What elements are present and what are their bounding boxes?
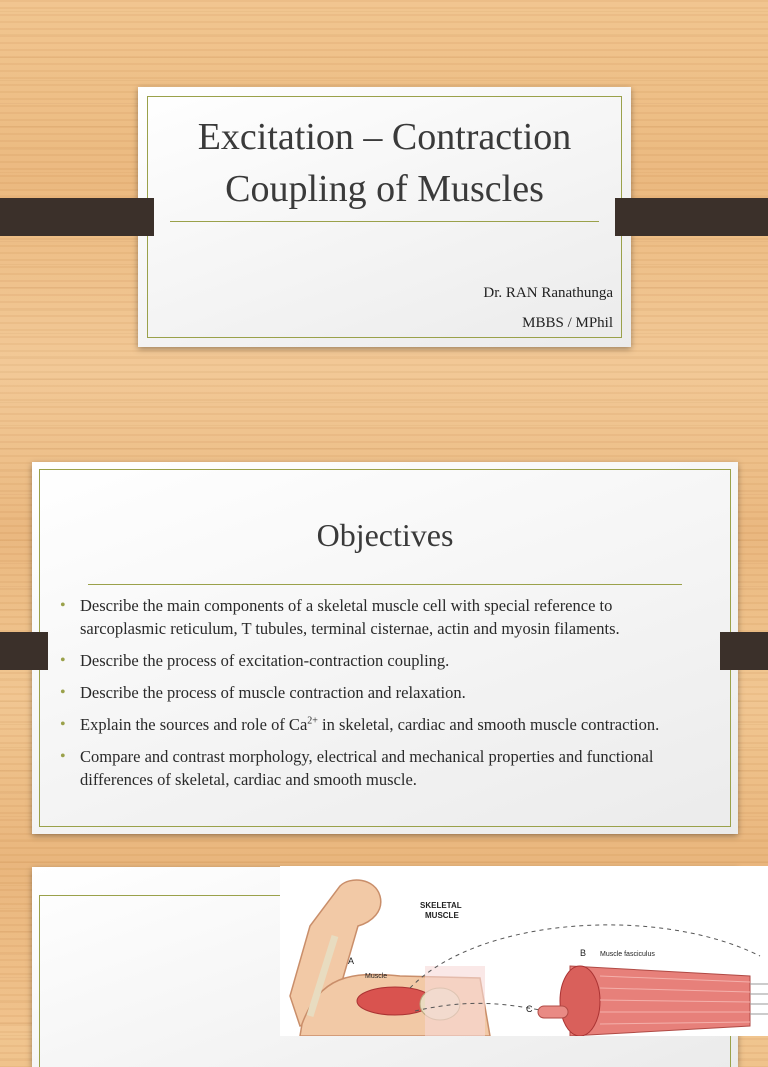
label-a: A	[348, 956, 355, 966]
skeletal-muscle-figure	[280, 866, 768, 1036]
list-item-text: Describe the process of muscle contraction and relaxation.	[80, 683, 466, 702]
list-item	[60, 681, 698, 704]
title-line-2: Coupling of Muscles	[225, 168, 544, 210]
list-item	[60, 745, 698, 791]
label-fasciculus: Muscle fasciculus	[600, 951, 655, 958]
muscle-diagram	[280, 866, 768, 1036]
list-item	[60, 713, 698, 736]
bullet-icon: •	[60, 597, 66, 614]
title-line-1: Excitation – Contraction	[197, 116, 572, 158]
slide2-left-tab	[0, 632, 48, 670]
author-degree: MBBS / MPhil	[522, 315, 613, 331]
slide-title: Objectives	[316, 517, 454, 553]
list-item-text-cont: in skeletal, cardiac and smooth muscle contraction.	[317, 715, 660, 734]
highlight-box	[425, 966, 485, 1036]
list-item-text: Describe the process of excitation-contraction coupling.	[80, 651, 450, 670]
slide-title	[158, 111, 611, 215]
label-muscle: Muscle	[365, 973, 388, 980]
bullet-icon: •	[60, 652, 66, 669]
objectives-slide[interactable]	[32, 462, 738, 834]
author-name: Dr. RAN Ranathunga	[483, 285, 613, 301]
objectives-list	[60, 594, 698, 800]
title-divider	[88, 584, 682, 585]
figure-heading-2: MUSCLE	[425, 911, 459, 920]
list-item-text: Compare and contrast morphology, electrical and mechanical properties and functional differences of skeletal, cardiac and smooth muscle.	[80, 747, 654, 789]
fiber-ends	[750, 984, 768, 1014]
slide1-left-tab-front	[0, 198, 154, 236]
list-item	[60, 649, 698, 672]
label-c: C	[526, 1004, 533, 1014]
bullet-icon: •	[60, 716, 66, 733]
bullet-icon: •	[60, 748, 66, 765]
list-item-text: Explain the sources and role of Ca	[80, 715, 308, 734]
title-divider	[170, 221, 599, 222]
slide1-right-tab-front	[615, 198, 768, 236]
single-fiber	[538, 1006, 568, 1018]
bullet-icon: •	[60, 684, 66, 701]
slide2-right-tab	[720, 632, 768, 670]
label-b: B	[580, 948, 587, 958]
figure-heading-1: SKELETAL	[420, 901, 462, 910]
superscript: 2+	[307, 715, 318, 727]
fasciculus-end	[560, 966, 600, 1036]
list-item	[60, 594, 698, 640]
list-item-text: Describe the main components of a skeletal muscle cell with special reference to sarcoplasmic reticulum, T tubules, terminal cisternae, actin and myosin filaments.	[80, 596, 620, 638]
title-slide[interactable]	[138, 87, 631, 347]
